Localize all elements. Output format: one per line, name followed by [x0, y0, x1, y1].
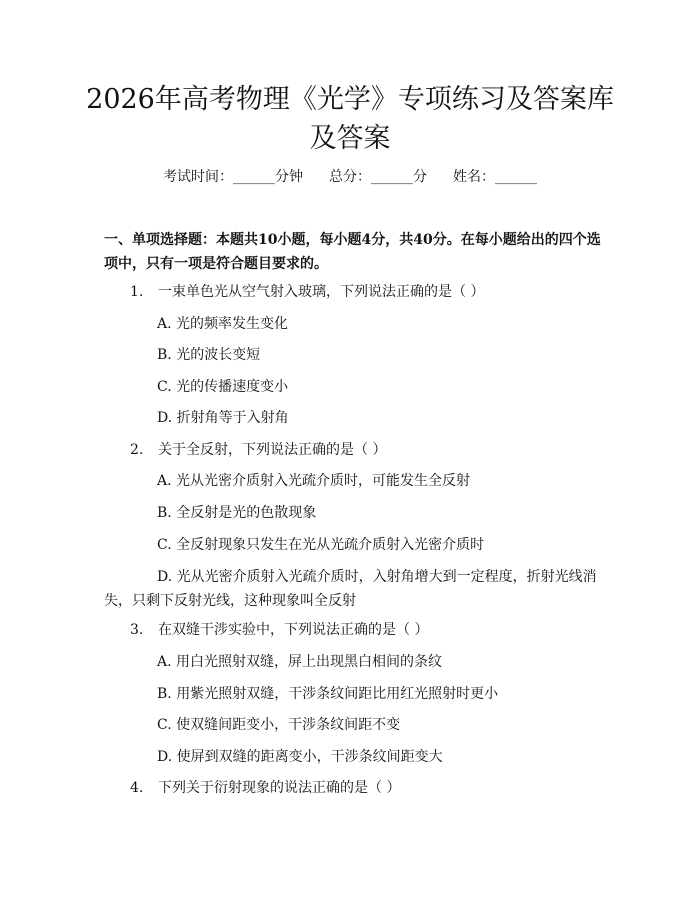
- question-3: [130, 619, 428, 641]
- option-2b: B. 全反射是光的色散现象: [157, 505, 317, 521]
- option-1b: B. 光的波长变短: [157, 347, 261, 363]
- question-number: 3.: [130, 622, 144, 638]
- option-2d: D. 光从光密介质射入光疏介质时，入射角增大到一定程度，折射光线消失，只剩下反射光线，这种现象叫全反射: [104, 569, 597, 609]
- option-3a: A. 用白光照射双缝，屏上出现黑白相间的条纹: [157, 654, 443, 670]
- page-title: [60, 80, 640, 158]
- option-2c: C. 全反射现象只发生在光从光疏介质射入光密介质时: [157, 537, 485, 553]
- option-1d: D. 折射角等于入射角: [157, 410, 289, 426]
- option-3c: C. 使双缝间距变小，干涉条纹间距不变: [157, 717, 401, 733]
- question-4: [130, 777, 400, 799]
- title-line-2: 及答案: [309, 123, 391, 154]
- question-stem: 在双缝干涉实验中，下列说法正确的是（ ）: [158, 622, 429, 638]
- section-heading: 一、单项选择题：本题共10小题，每小题4分，共40分。在每小题给出的四个选项中，只有一项是符合题目要求的。: [104, 232, 601, 272]
- question-number: 4.: [130, 780, 144, 796]
- title-line-1: 2026年高考物理《光学》专项练习及答案库: [86, 84, 614, 115]
- question-1: [130, 281, 484, 303]
- question-number: 2.: [130, 442, 144, 458]
- option-1c: C. 光的传播速度变小: [157, 379, 289, 395]
- question-stem: 关于全反射，下列说法正确的是（ ）: [158, 442, 387, 458]
- option-1a: A. 光的频率发生变化: [157, 316, 289, 332]
- option-3d: D. 使屏到双缝的距离变小，干涉条纹间距变大: [157, 749, 443, 765]
- question-stem: 一束单色光从空气射入玻璃，下列说法正确的是（ ）: [158, 284, 485, 300]
- question-stem: 下列关于衍射现象的说法正确的是（ ）: [158, 780, 401, 796]
- exam-time-label: 考试时间：______分钟: [163, 169, 303, 185]
- exam-meta: [0, 166, 700, 188]
- student-name-label: 姓名：______: [453, 169, 537, 185]
- option-2a: A. 光从光密介质射入光疏介质时，可能发生全反射: [157, 473, 471, 489]
- total-score-label: 总分：______分: [329, 169, 427, 185]
- question-2: [130, 439, 386, 461]
- question-number: 1.: [130, 284, 144, 300]
- option-3b: B. 用紫光照射双缝，干涉条纹间距比用红光照射时更小: [157, 686, 499, 702]
